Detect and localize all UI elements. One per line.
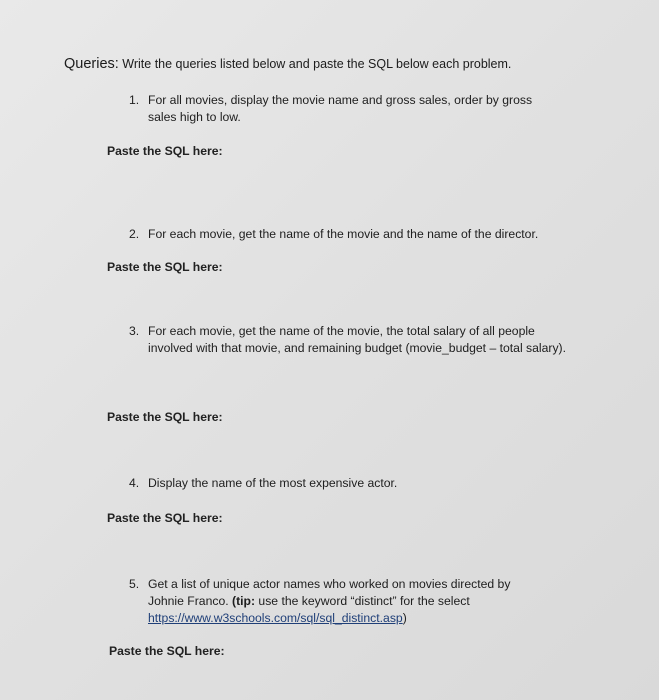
paste-sql-label-3: Paste the SQL here: <box>107 410 223 424</box>
paste-sql-label-5: Paste the SQL here: <box>109 644 225 658</box>
question-3-number: 3. <box>129 324 140 338</box>
question-5 <box>129 576 549 627</box>
paste-sql-label-1: Paste the SQL here: <box>107 144 223 158</box>
question-2-text: For each movie, get the name of the movie and the name of the director. <box>148 227 539 241</box>
question-5-body <box>148 576 549 627</box>
queries-heading <box>64 56 511 72</box>
w3schools-distinct-link[interactable]: https://www.w3schools.com/sql/sql_distinct.asp <box>148 611 403 625</box>
question-1-text: For all movies, display the movie name and gross sales, order by gross sales high to low. <box>148 93 533 124</box>
question-5-tip-text: use the keyword “distinct” for the select <box>255 594 470 608</box>
queries-heading-label: Queries: <box>64 56 119 72</box>
question-2 <box>129 226 579 243</box>
question-5-closing: ) <box>402 611 407 625</box>
question-4-number: 4. <box>129 476 140 490</box>
question-2-number: 2. <box>129 227 140 241</box>
question-5-text: Get a list of unique actor names who worked on movies directed by Johnie Franco. <box>148 577 511 608</box>
question-3-text: For each movie, get the name of the movie, the total salary of all people involved with that movie, and remaining budget (movie_budget – total salary). <box>148 324 566 355</box>
question-3 <box>129 323 569 357</box>
queries-heading-text: Write the queries listed below and paste the SQL below each problem. <box>118 57 512 71</box>
paste-sql-label-2: Paste the SQL here: <box>107 260 223 274</box>
question-5-tip-label: (tip: <box>232 594 256 608</box>
paste-sql-label-4: Paste the SQL here: <box>107 511 223 525</box>
question-1-number: 1. <box>129 93 140 107</box>
question-4-text: Display the name of the most expensive actor. <box>148 476 398 490</box>
question-5-number: 5. <box>129 577 140 591</box>
question-1 <box>129 92 559 126</box>
question-4 <box>129 475 569 492</box>
